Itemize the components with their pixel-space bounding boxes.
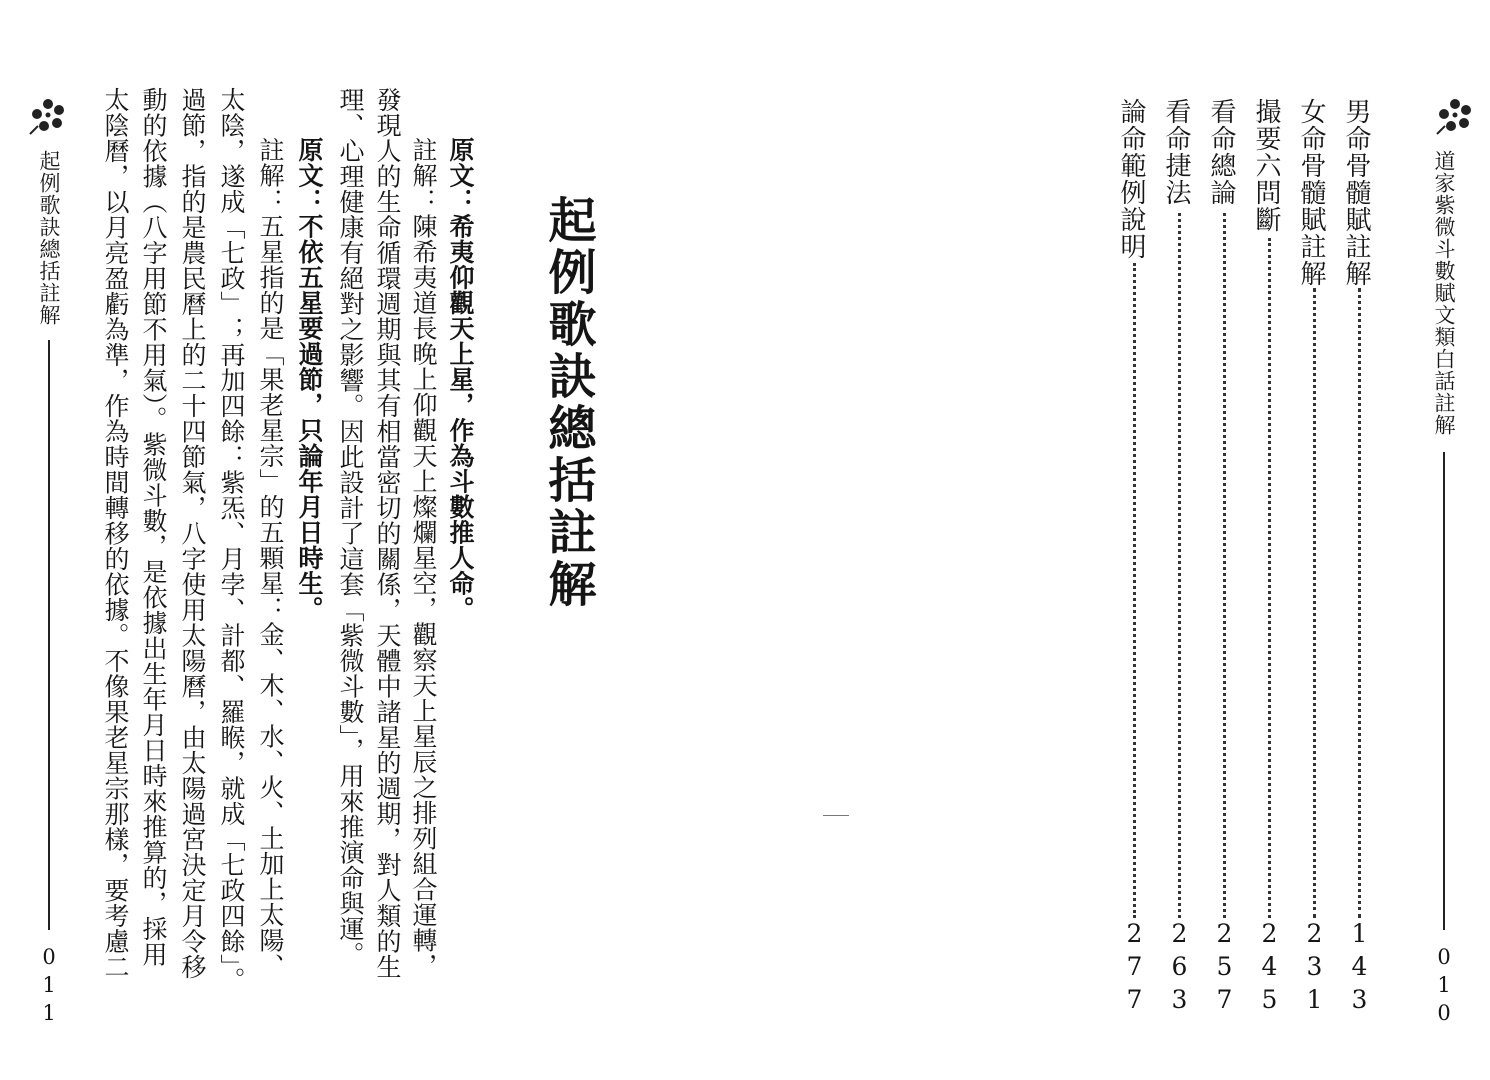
toc-entry[interactable] bbox=[1208, 98, 1242, 1018]
page-number: 011 bbox=[37, 945, 61, 1029]
running-title: 道家紫微斗數賦文類白話註解 bbox=[1432, 150, 1456, 436]
toc-entry-title: 男命骨髓賦註解 bbox=[1341, 98, 1371, 287]
body-column-2: 註解：陳希夷道長晚上仰觀天上燦爛星空，觀察天上星辰之排列組合運轉， bbox=[409, 137, 438, 979]
body-column-10: 太陰曆，以月亮盈虧為準，作為時間轉移的依據。不像果老星宗那樣，要考慮二 bbox=[101, 87, 130, 980]
toc-entry-title: 論命範例說明 bbox=[1116, 98, 1146, 260]
toc-leader-dots bbox=[1178, 213, 1181, 918]
running-rule bbox=[48, 340, 50, 930]
body-column-4: 理、心理健康有絕對之影響。因此設計了這套「紫微斗數」，用來推演命與運。 bbox=[336, 87, 365, 967]
toc-entry-page: 257 bbox=[1210, 919, 1239, 1018]
toc-entry-page: 277 bbox=[1120, 919, 1149, 1018]
flower-ornament-icon bbox=[28, 96, 68, 136]
toc-entry-page: 231 bbox=[1300, 919, 1329, 1018]
body-column-7: 太陰，遂成「七政」；再加四餘：紫炁、月孛、計都、羅睺，就成「七政四餘」。 bbox=[217, 87, 246, 993]
toc-entry-title: 看命捷法 bbox=[1161, 98, 1191, 206]
body-column-8: 過節，指的是農民曆上的二十四節氣，八字使用太陽曆，由太陽過宮決定月令移 bbox=[178, 87, 207, 980]
toc-entry-page: 245 bbox=[1255, 919, 1284, 1018]
right-page bbox=[745, 0, 1490, 1080]
toc-entry-title: 看命總論 bbox=[1206, 98, 1236, 206]
body-column-6: 註解：五星指的是「果老星宗」的五顆星：金、木、水、火、土加上太陽、 bbox=[256, 137, 285, 979]
toc-entry[interactable] bbox=[1298, 98, 1332, 1018]
body-column-1: 原文：希夷仰觀天上星，作為斗數推人命。 bbox=[446, 137, 475, 622]
toc-leader-dots bbox=[1223, 213, 1226, 918]
toc-leader-dots bbox=[1133, 263, 1136, 918]
chapter-title: 起例歌訣總括註解 bbox=[540, 195, 596, 611]
toc-entry[interactable] bbox=[1253, 98, 1287, 1018]
toc-entry[interactable] bbox=[1163, 98, 1197, 1018]
toc-entry-page: 143 bbox=[1345, 919, 1374, 1018]
flower-ornament-icon bbox=[1435, 96, 1475, 136]
toc-entry[interactable] bbox=[1343, 98, 1377, 1018]
toc-entry-page: 263 bbox=[1165, 919, 1194, 1018]
body-column-9: 動的依據（八字用節不用氣）。紫微斗數，是依據出生年月日時來推算的，採用 bbox=[139, 87, 168, 967]
running-title: 起例歌訣總括註解 bbox=[37, 150, 61, 326]
toc-entry[interactable] bbox=[1118, 98, 1152, 1018]
toc-leader-dots bbox=[1268, 238, 1271, 918]
toc-leader-dots bbox=[1313, 288, 1316, 918]
toc-entry-title: 女命骨髓賦註解 bbox=[1296, 98, 1326, 287]
page-number: 010 bbox=[1432, 945, 1456, 1029]
toc-leader-dots bbox=[1358, 288, 1361, 918]
running-rule bbox=[1443, 452, 1445, 930]
toc-entry-title: 撮要六問斷 bbox=[1251, 98, 1281, 233]
body-column-3: 發現人的生命循環週期與其有相當密切的關係，天體中諸星的週期，對人類的生 bbox=[373, 87, 402, 980]
body-column-5: 原文：不依五星要過節，只論年月日時生。 bbox=[295, 137, 324, 622]
